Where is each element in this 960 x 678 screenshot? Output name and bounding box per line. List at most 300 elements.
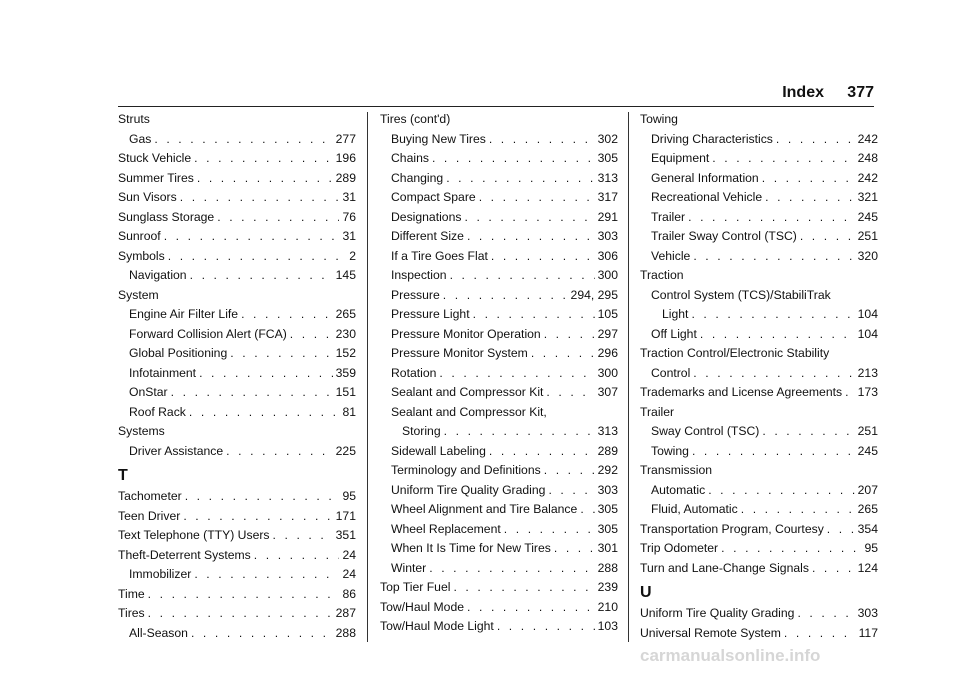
index-subentry <box>380 208 618 228</box>
entry-term: Pressure <box>391 287 440 302</box>
entry-term: OnStar <box>129 385 168 399</box>
page-reference: 251 <box>857 424 878 438</box>
leader-dots <box>446 169 594 189</box>
page-reference: 359 <box>335 365 356 380</box>
page-reference: 296 <box>597 346 618 360</box>
leader-dots <box>531 344 595 364</box>
index-entry <box>118 604 356 624</box>
index-subentry <box>118 344 356 364</box>
index-entry <box>118 208 356 228</box>
entry-term: Driving Characteristics <box>651 131 773 146</box>
page-reference: 104 <box>857 307 878 321</box>
page-reference: 288 <box>597 560 618 575</box>
entry-term: Towing <box>651 443 689 458</box>
page-reference: 291 <box>597 209 618 224</box>
index-subentry <box>380 539 618 559</box>
index-subentry <box>118 383 356 403</box>
leader-dots <box>548 481 594 501</box>
page-reference: 196 <box>335 151 356 165</box>
index-subentry <box>380 325 618 345</box>
index-entry <box>640 266 878 286</box>
entry-term: Transportation Program, Courtesy <box>640 521 824 536</box>
leader-dots <box>845 383 855 403</box>
leader-dots <box>688 208 855 228</box>
page-reference: 294, 295 <box>570 287 618 302</box>
entry-term: Trademarks and License Agreements <box>640 385 843 399</box>
page-reference: 95 <box>342 489 356 503</box>
index-subentry <box>380 403 618 423</box>
index-subentry <box>118 266 356 286</box>
leader-dots <box>473 305 595 325</box>
page-reference: 207 <box>857 482 878 497</box>
entry-term: Pressure Monitor System <box>391 346 528 360</box>
page-reference: 313 <box>597 424 618 438</box>
page-reference: 301 <box>597 541 618 555</box>
leader-dots <box>432 149 595 169</box>
entry-term: Roof Rack <box>129 404 186 419</box>
page-reference: 265 <box>335 307 356 321</box>
entry-term: Tow/Haul Mode Light <box>380 619 494 633</box>
page-reference: 305 <box>597 151 618 165</box>
leader-dots <box>183 507 332 527</box>
leader-dots <box>197 169 333 189</box>
entry-term: Text Telephone (TTY) Users <box>118 528 270 542</box>
leader-dots <box>554 539 595 559</box>
entry-term: All-Season <box>129 625 188 640</box>
page-reference: 124 <box>857 560 878 575</box>
entry-term: Wheel Replacement <box>391 521 501 536</box>
index-subentry <box>640 247 878 267</box>
entry-term: Infotainment <box>129 365 197 380</box>
entry-term: Recreational Vehicle <box>651 190 763 204</box>
leader-dots <box>580 500 594 520</box>
leader-dots <box>479 188 595 208</box>
page-reference: 320 <box>857 248 878 263</box>
leader-dots <box>546 383 594 403</box>
leader-dots <box>185 487 340 507</box>
leader-dots <box>692 442 855 462</box>
index-subentry <box>640 169 878 189</box>
section-letter: T <box>118 467 128 484</box>
leader-dots <box>439 364 594 384</box>
index-column-3 <box>640 110 878 643</box>
page-reference: 245 <box>857 209 878 224</box>
page-reference: 76 <box>342 209 356 224</box>
header-rule <box>118 106 874 107</box>
entry-term: Traction Control/Electronic Stability <box>640 346 830 360</box>
index-entry <box>380 110 618 130</box>
entry-term: Terminology and Definitions <box>391 463 541 477</box>
leader-dots <box>491 247 595 267</box>
index-entry <box>640 604 878 624</box>
entry-term: Towing <box>640 112 678 126</box>
index-subentry <box>640 149 878 169</box>
page-reference: 104 <box>857 326 878 341</box>
index-subentry <box>640 130 878 150</box>
index-entry <box>118 227 356 247</box>
index-entry <box>118 507 356 527</box>
entry-term: Rotation <box>391 365 437 380</box>
leader-dots <box>171 383 333 403</box>
entry-term: Uniform Tire Quality Grading <box>391 482 546 497</box>
entry-term: Fluid, Automatic <box>651 502 738 516</box>
leader-dots <box>241 305 333 325</box>
page-reference: 303 <box>597 482 618 497</box>
leader-dots <box>693 247 854 267</box>
leader-dots <box>190 266 333 286</box>
entry-term: Wheel Alignment and Tire Balance <box>391 502 578 516</box>
leader-dots <box>254 546 340 566</box>
index-subentry <box>118 403 356 423</box>
leader-dots <box>691 305 854 325</box>
index-subentry <box>380 169 618 189</box>
page-reference: 303 <box>857 606 878 620</box>
entry-term: Sealant and Compressor Kit <box>391 385 544 399</box>
entry-term: Buying New Tires <box>391 131 486 146</box>
index-entry <box>640 520 878 540</box>
page-reference: 24 <box>342 567 356 581</box>
entry-term: Immobilizer <box>129 567 192 581</box>
page-reference: 305 <box>597 521 618 536</box>
page-reference: 86 <box>342 586 356 601</box>
entry-term: Chains <box>391 151 429 165</box>
leader-dots <box>191 624 333 644</box>
leader-dots <box>812 559 855 579</box>
page-reference: 300 <box>597 365 618 380</box>
entry-term: Winter <box>391 560 427 575</box>
page-reference: 287 <box>335 606 356 620</box>
page-reference: 303 <box>597 229 618 243</box>
leader-dots <box>741 500 855 520</box>
page-reference: 289 <box>597 443 618 458</box>
page-reference: 151 <box>335 385 356 399</box>
entry-term: Stuck Vehicle <box>118 151 192 165</box>
page-reference: 321 <box>857 190 878 204</box>
page-reference: 265 <box>857 502 878 516</box>
entry-term: Symbols <box>118 248 165 263</box>
entry-term: Vehicle <box>651 248 691 263</box>
leader-dots <box>712 149 854 169</box>
index-entry <box>118 585 356 605</box>
page-reference: 354 <box>857 521 878 536</box>
entry-term: Transmission <box>640 463 713 477</box>
page-reference: 239 <box>597 580 618 594</box>
index-subentry <box>380 442 618 462</box>
index-subentry <box>118 325 356 345</box>
index-entry <box>118 110 356 130</box>
entry-term: Automatic <box>651 482 706 497</box>
index-entry <box>640 461 878 481</box>
index-subentry <box>380 559 618 579</box>
index-entry <box>640 344 878 364</box>
page-reference: 95 <box>864 541 878 555</box>
index-subentry <box>380 344 618 364</box>
entry-term: Time <box>118 586 145 601</box>
entry-term: Designations <box>391 209 462 224</box>
page-reference: 277 <box>335 131 356 146</box>
leader-dots <box>194 149 332 169</box>
page-reference: 302 <box>597 131 618 146</box>
entry-term: Sunroof <box>118 229 161 243</box>
entry-term: Tow/Haul Mode <box>380 599 464 614</box>
entry-term: Top Tier Fuel <box>380 580 451 594</box>
page-reference: 171 <box>335 508 356 523</box>
index-entry <box>118 247 356 267</box>
entry-term: Light <box>662 307 689 321</box>
page-reference: 300 <box>597 268 618 282</box>
entry-term: Uniform Tire Quality Grading <box>640 606 795 620</box>
leader-dots <box>504 520 595 540</box>
entry-term: Sidewall Labeling <box>391 443 486 458</box>
page-reference: 351 <box>335 528 356 542</box>
page-header <box>0 78 960 108</box>
page-reference: 117 <box>858 625 878 640</box>
page-reference: 145 <box>335 268 356 282</box>
index-subentry <box>118 305 356 325</box>
page-reference: 288 <box>335 625 356 640</box>
page-reference: 305 <box>597 502 618 516</box>
leader-dots <box>693 364 854 384</box>
entry-term: System <box>118 287 159 302</box>
index-entry <box>118 188 356 208</box>
leader-dots <box>762 422 854 442</box>
entry-term: Sun Visors <box>118 190 177 204</box>
index-subentry <box>380 247 618 267</box>
page-reference: 213 <box>857 365 878 380</box>
index-subentry <box>640 227 878 247</box>
index-entry <box>640 403 878 423</box>
index-entry <box>118 286 356 306</box>
entry-term: Theft-Deterrent Systems <box>118 547 251 562</box>
index-entry <box>118 422 356 442</box>
index-subentry <box>640 208 878 228</box>
watermark-text: carmanualsonline.info <box>640 646 821 665</box>
index-entry <box>640 110 878 130</box>
index-subentry <box>380 520 618 540</box>
index-subentry <box>380 500 618 520</box>
index-entry <box>640 559 878 579</box>
entry-term: Engine Air Filter Life <box>129 307 239 321</box>
leader-dots <box>497 617 595 637</box>
leader-dots <box>450 266 595 286</box>
leader-dots <box>164 227 340 247</box>
leader-dots <box>429 559 594 579</box>
leader-dots <box>467 598 595 618</box>
page-reference: 242 <box>857 131 878 146</box>
page-reference: 31 <box>342 229 356 243</box>
index-subentry <box>640 286 878 306</box>
index-subentry <box>380 383 618 403</box>
page-reference: 289 <box>335 170 356 185</box>
index-subentry <box>380 461 618 481</box>
leader-dots <box>444 422 595 442</box>
entry-term: Traction <box>640 268 684 282</box>
index-subentry <box>640 422 878 442</box>
index-entry <box>118 487 356 507</box>
entry-term: Global Positioning <box>129 346 228 360</box>
entry-term: Forward Collision Alert (FCA) <box>129 326 287 341</box>
entry-term: Summer Tires <box>118 170 194 185</box>
leader-dots <box>453 578 594 598</box>
page-reference: 103 <box>597 619 618 633</box>
index-subentry <box>380 286 618 306</box>
index-entry <box>640 624 878 644</box>
leader-dots <box>765 188 855 208</box>
index-subentry <box>380 130 618 150</box>
index-subentry <box>640 500 878 520</box>
leader-dots <box>544 461 595 481</box>
index-subentry <box>118 624 356 644</box>
entry-term: Pressure Monitor Operation <box>391 326 541 341</box>
entry-term: Storing <box>402 424 441 438</box>
leader-dots <box>180 188 340 208</box>
entry-term: Tires <box>118 606 145 620</box>
page-reference: 248 <box>857 151 878 165</box>
page-reference: 306 <box>597 248 618 263</box>
entry-term: Tires (cont'd) <box>380 112 451 126</box>
entry-term: General Information <box>651 170 759 185</box>
page-reference: 225 <box>335 443 356 458</box>
index-subentry <box>640 442 878 462</box>
leader-dots <box>168 247 346 267</box>
entry-term: Turn and Lane-Change Signals <box>640 560 809 575</box>
index-entry <box>640 383 878 403</box>
section-letter: U <box>640 584 652 601</box>
column-divider <box>628 112 629 642</box>
entry-term: Sunglass Storage <box>118 209 215 224</box>
leader-dots <box>797 604 854 624</box>
entry-term: Driver Assistance <box>129 443 224 458</box>
leader-dots <box>290 325 333 345</box>
leader-dots <box>489 130 595 150</box>
index-subentry <box>380 481 618 501</box>
page-reference: 242 <box>857 170 878 185</box>
page-reference: 81 <box>342 404 356 419</box>
index-subentry <box>380 188 618 208</box>
leader-dots <box>800 227 855 247</box>
page-reference: 31 <box>342 190 356 204</box>
index-entry <box>380 598 618 618</box>
leader-dots <box>721 539 861 559</box>
index-entry <box>640 539 878 559</box>
entry-term: When It Is Time for New Tires <box>391 541 551 555</box>
leader-dots <box>199 364 333 384</box>
entry-term: Gas <box>129 131 152 146</box>
index-subentry <box>640 481 878 501</box>
page-reference: 292 <box>597 463 618 477</box>
entry-term: Navigation <box>129 268 187 282</box>
page-reference: 307 <box>597 385 618 399</box>
entry-term: Inspection <box>391 268 447 282</box>
index-entry <box>380 578 618 598</box>
entry-term: Different Size <box>391 229 464 243</box>
index-subentry <box>118 130 356 150</box>
index-subentry <box>380 149 618 169</box>
entry-term: Universal Remote System <box>640 625 781 640</box>
leader-dots <box>544 325 595 345</box>
leader-dots <box>443 286 568 306</box>
index-entry <box>118 526 356 546</box>
entry-term: Changing <box>391 170 444 185</box>
column-divider <box>367 112 368 642</box>
leader-dots <box>226 442 333 462</box>
page-reference: 230 <box>335 326 356 341</box>
page-reference: 317 <box>597 190 618 204</box>
entry-term: Sway Control (TSC) <box>651 424 760 438</box>
entry-term: Trailer <box>640 404 675 419</box>
index-entry <box>118 149 356 169</box>
leader-dots <box>700 325 855 345</box>
entry-term: Control System (TCS)/StabiliTrak <box>651 287 831 302</box>
entry-term: Trailer <box>651 209 686 224</box>
entry-term: Off Light <box>651 326 697 341</box>
index-subentry <box>640 325 878 345</box>
leader-dots <box>776 130 855 150</box>
entry-term: Equipment <box>651 151 710 165</box>
index-subentry <box>380 266 618 286</box>
leader-dots <box>217 208 339 228</box>
entry-term: Trailer Sway Control (TSC) <box>651 229 797 243</box>
leader-dots <box>464 208 594 228</box>
entry-term: Control <box>651 365 691 380</box>
page-reference: 251 <box>857 229 878 243</box>
index-subentry <box>118 364 356 384</box>
page-reference: 313 <box>597 170 618 185</box>
index-subentry <box>380 305 618 325</box>
entry-term: If a Tire Goes Flat <box>391 248 488 263</box>
leader-dots <box>154 130 332 150</box>
page-reference: 297 <box>597 326 618 341</box>
entry-term: Systems <box>118 424 165 438</box>
section-title: Index <box>782 84 824 101</box>
leader-dots <box>827 520 855 540</box>
leader-dots <box>230 344 332 364</box>
index-column-2 <box>380 110 618 637</box>
page-reference: 2 <box>349 248 356 263</box>
index-subentry <box>380 422 618 442</box>
index-subentry <box>118 565 356 585</box>
entry-term: Pressure Light <box>391 307 470 321</box>
entry-term: Sealant and Compressor Kit, <box>391 404 547 419</box>
entry-term: Tachometer <box>118 489 182 503</box>
page-reference: 105 <box>597 307 618 321</box>
index-subentry <box>380 364 618 384</box>
leader-dots <box>467 227 595 247</box>
leader-dots <box>708 481 854 501</box>
leader-dots <box>489 442 595 462</box>
index-column-1 <box>118 110 356 643</box>
page-reference: 173 <box>857 385 878 399</box>
leader-dots <box>148 585 340 605</box>
index-entry <box>380 617 618 637</box>
index-entry <box>118 169 356 189</box>
page-reference: 245 <box>857 443 878 458</box>
page-reference: 24 <box>342 547 356 562</box>
page-reference: 152 <box>335 346 356 360</box>
entry-term: Compact Spare <box>391 190 476 204</box>
index-subentry <box>380 227 618 247</box>
index-subentry <box>640 188 878 208</box>
leader-dots <box>189 403 340 423</box>
index-subentry <box>640 305 878 325</box>
leader-dots <box>762 169 855 189</box>
index-subentry <box>640 364 878 384</box>
index-entry <box>118 546 356 566</box>
leader-dots <box>784 624 856 644</box>
page-reference: 210 <box>597 599 618 614</box>
leader-dots <box>273 526 333 546</box>
index-subentry <box>118 442 356 462</box>
